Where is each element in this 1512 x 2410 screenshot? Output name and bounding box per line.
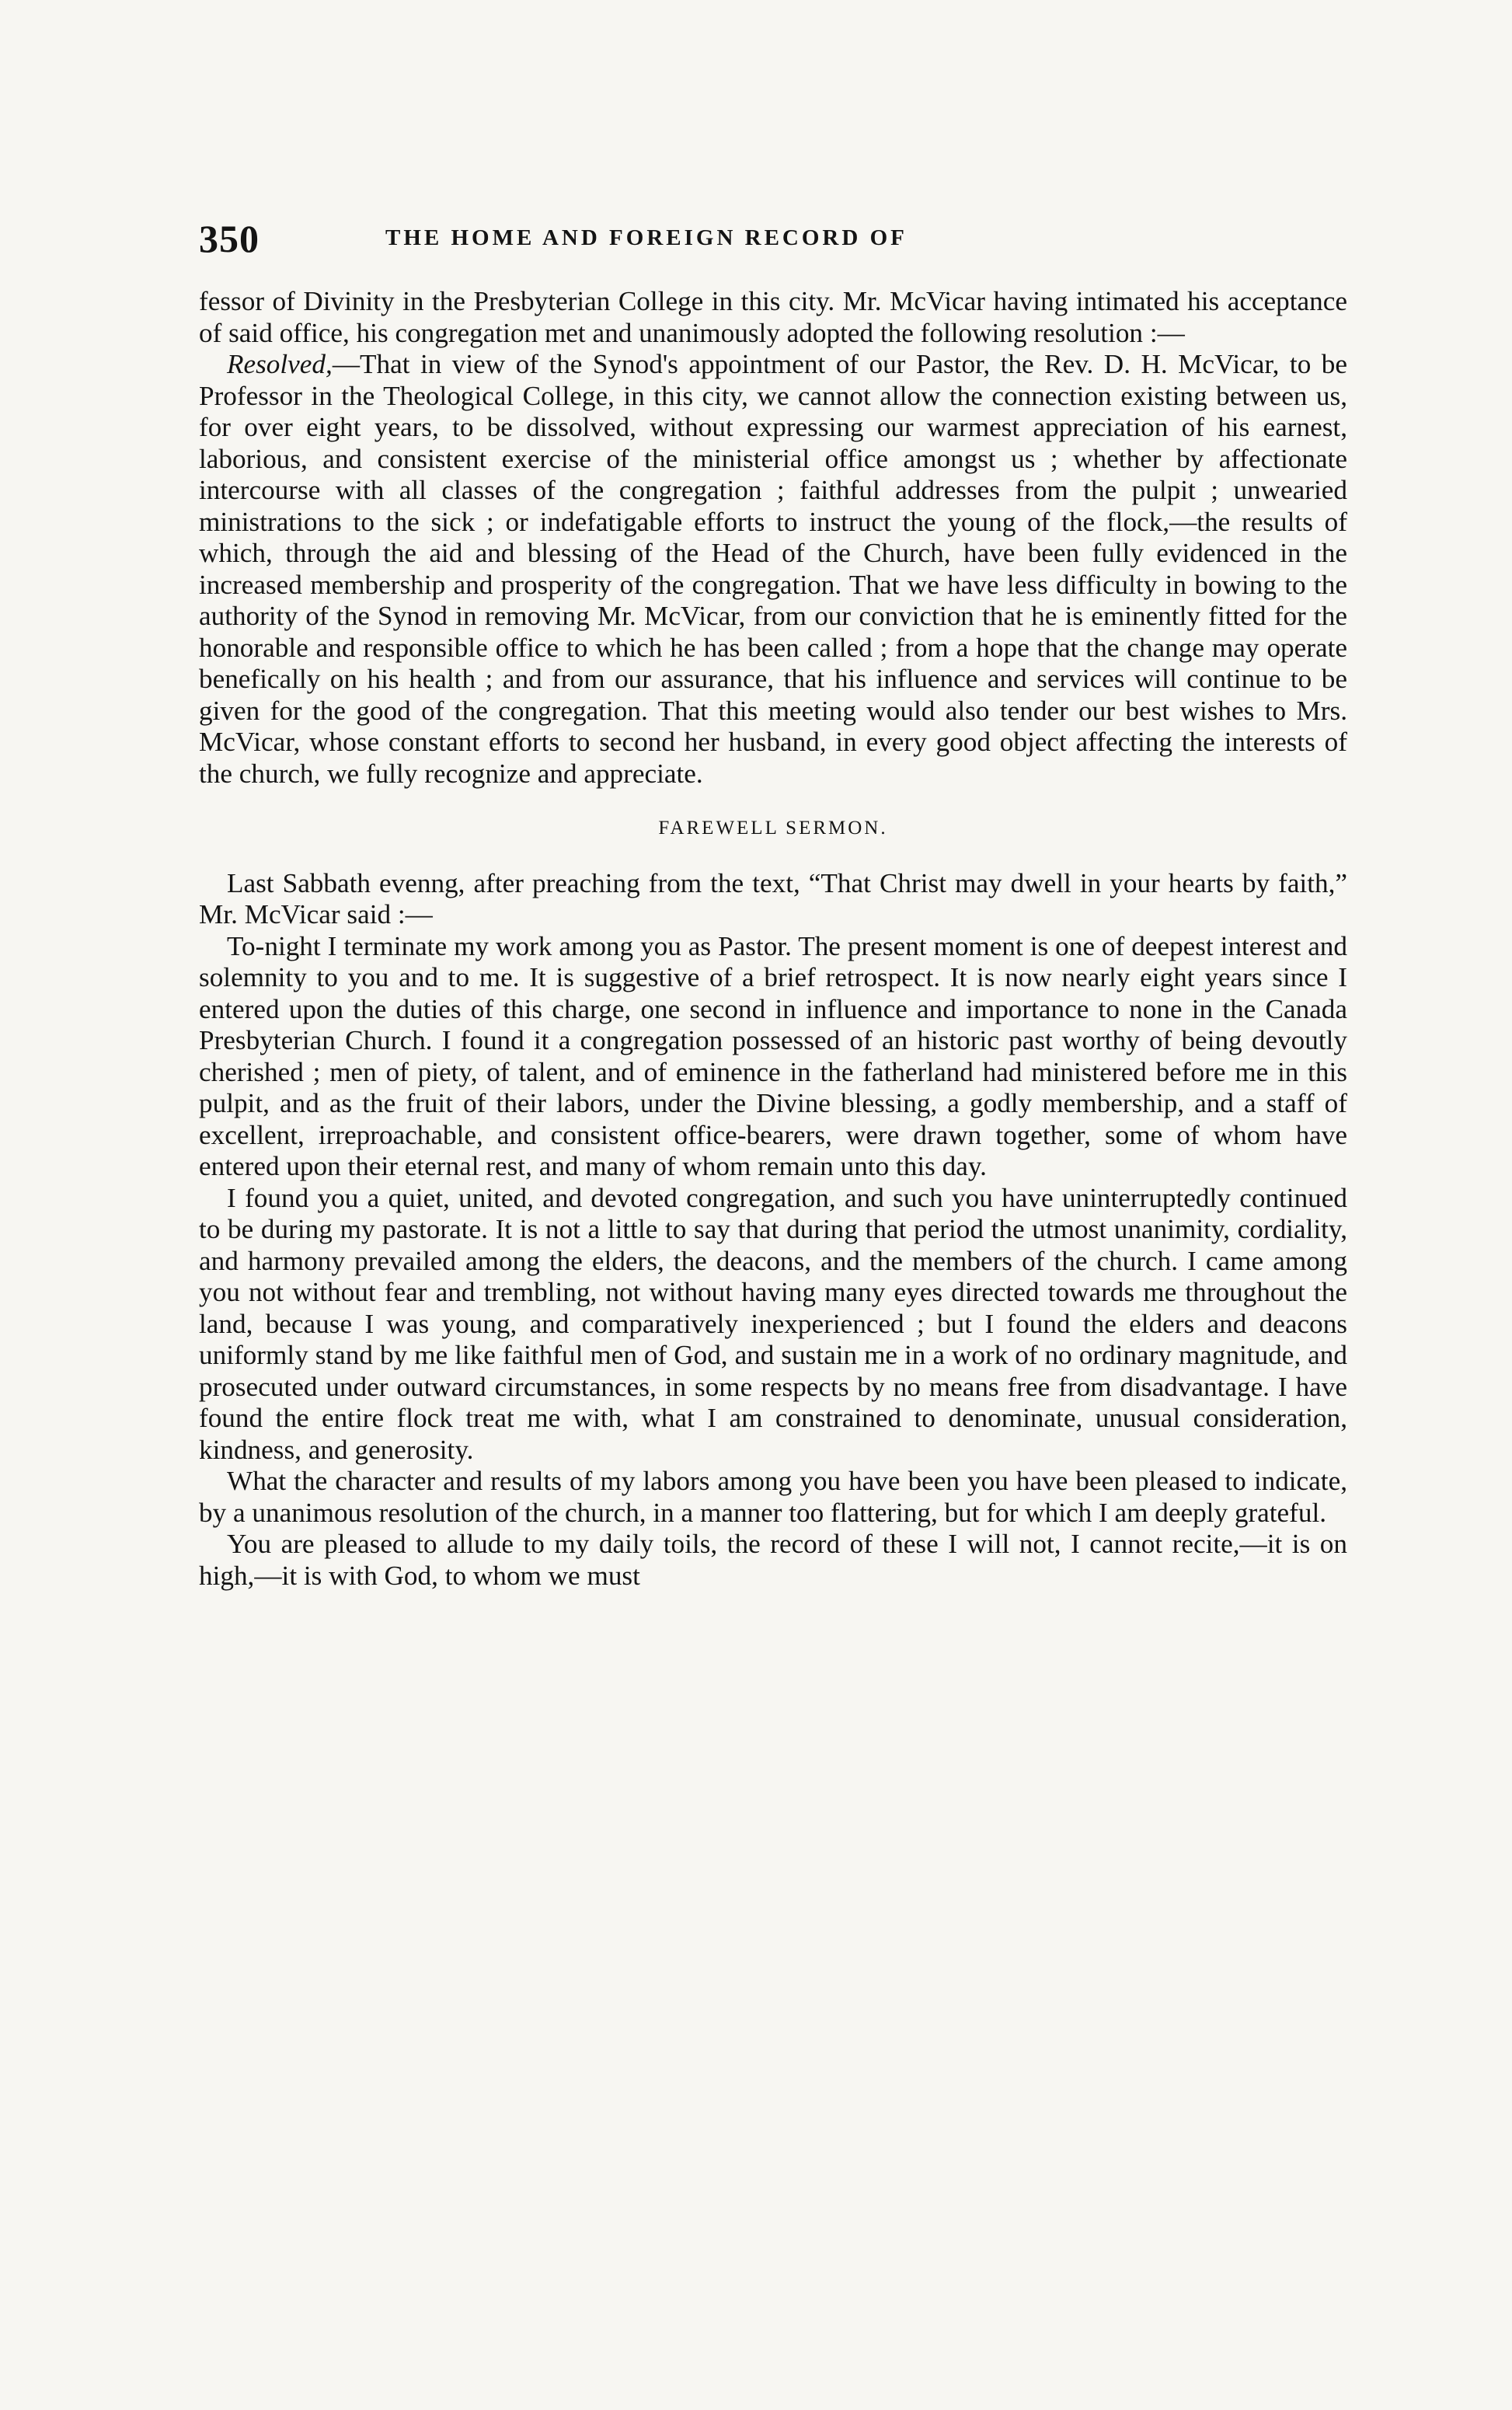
- page-header: [199, 216, 1341, 263]
- body-text: [199, 286, 1347, 1592]
- paragraph: You are pleased to allude to my daily toils, the record of these I will not, I cannot recite,—it is on high,—it is with God, to whom we must: [199, 1529, 1347, 1591]
- paragraph: I found you a quiet, united, and devoted congregation, and such you have uninterruptedly continued to be during my pastorate. It is not a little to say that during that period the utmost unanimity, cordiality, and harmony prevailed among the elders, the deacons, and the members of the church. I came among you not without fear and trembling, not without having many eyes directed towards me throughout the land, because I was young, and comparatively inexperienced ; but I found the elders and deacons uniformly stand by me like faithful men of God, and sustain me in a work of no ordinary magnitude, and prosecuted under outward circumstances, in some respects by no means free from disadvantage. I have found the entire flock treat me with, what I am constrained to denominate, unusual consideration, kindness, and generosity.: [199, 1182, 1347, 1465]
- resolution-text: —That in view of the Synod's appointment of our Pastor, the Rev. D. H. McVicar, to be Professor in the Theological College, in this city, we cannot allow the connection existing between us, for over eight years, to be dissolved, without expressing our warmest appreciation of his earnest, laborious, and consistent exercise of the ministerial office amongst us ; whether by affectionate intercourse with all classes of the congregation ; faithful addresses from the pulpit ; unwearied ministrations to the sick ; or indefatigable efforts to instruct the young of the flock,—the results of which, through the aid and blessing of the Head of the Church, have been fully evidenced in the increased membership and prosperity of the congregation. That we have less difficulty in bowing to the authority of the Synod in removing Mr. McVicar, from our conviction that he is eminently fitted for the honorable and responsible office to which he has been called ; from a hope that the change may operate benefically on his health ; and from our assurance, that his influence and services will continue to be given for the good of the congregation. That this meeting would also tender our best wishes to Mrs. McVicar, whose constant efforts to second her husband, in every good object affecting the interests of the church, we fully recognize and appreciate.: [199, 349, 1347, 789]
- paragraph: To-night I terminate my work among you as Pastor. The present moment is one of deepest interest and solemnity to you and to me. It is suggestive of a brief retrospect. It is now nearly eight years since I entered upon the duties of this charge, one second in influence and importance to none in the Canada Presbyterian Church. I found it a congregation possessed of an historic past worthy of being devoutly cherished ; men of piety, of talent, and of eminence in the fatherland had ministered before me in this pulpit, and as the fruit of their labors, under the Divine blessing, a godly membership, and a staff of excellent, irreproachable, and consistent office-bearers, were drawn together, some of whom have entered upon their eternal rest, and many of whom remain unto this day.: [199, 930, 1347, 1181]
- resolved-lead: Resolved,: [227, 349, 333, 379]
- page-number: 350: [199, 217, 260, 260]
- running-head: THE HOME AND FOREIGN RECORD OF: [385, 225, 908, 250]
- paragraph: Last Sabbath evenng, after preaching from the text, “That Christ may dwell in your hearts by faith,” Mr. McVicar said :—: [199, 867, 1347, 929]
- paragraph: What the character and results of my labors among you have been you have been pleased to indicate, by a unanimous resolution of the church, in a manner too flattering, but for which I am deeply grateful.: [199, 1466, 1347, 1528]
- paragraph: fessor of Divinity in the Presbyterian College in this city. Mr. McVicar having intimated his acceptance of said office, his congregation met and unanimously adopted the following resolution :—: [199, 286, 1347, 348]
- paragraph: [199, 349, 1347, 790]
- section-heading: FAREWELL SERMON.: [658, 818, 888, 839]
